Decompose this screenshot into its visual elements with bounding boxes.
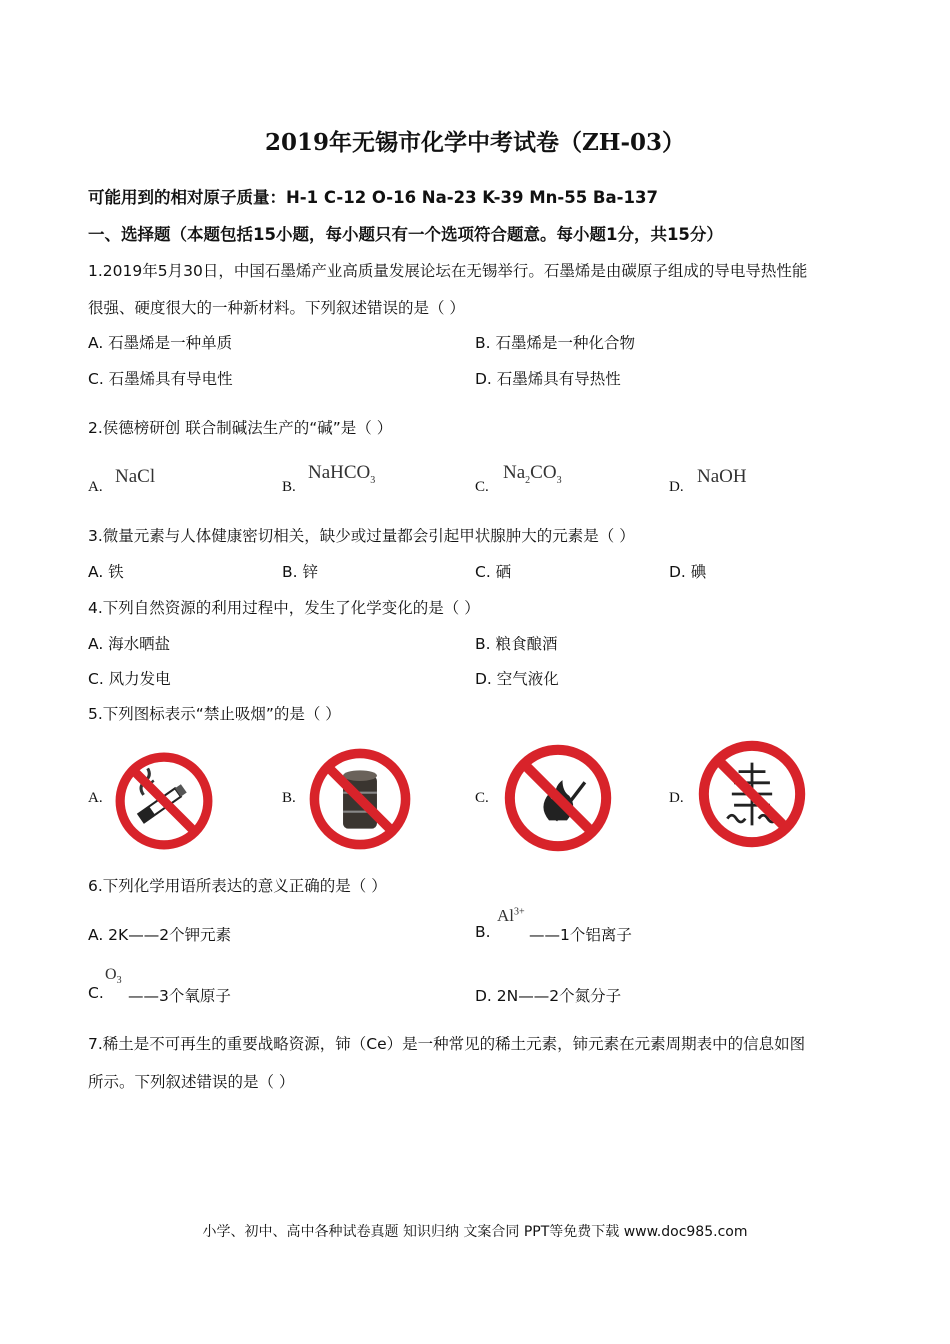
q6-option-b-text: ——1个铝离子 <box>529 926 632 944</box>
no-fireworks-icon <box>696 738 808 850</box>
q4-option-c: C. 风力发电 <box>88 670 171 688</box>
question-1-line2: 很强、硬度很大的一种新材料。下列叙述错误的是（ ） <box>88 299 465 317</box>
barrel-prohibition-icon <box>307 746 413 852</box>
question-2: 2.侯德榜研创 联合制碱法生产的“碱”是（ ） <box>88 419 393 437</box>
q1-option-d: D. 石墨烯具有导热性 <box>475 370 621 388</box>
question-1-line1: 1.2019年5月30日，中国石墨烯产业高质量发展论坛在无锡举行。石墨烯是由碳原子组成的导电导热性能 <box>88 262 808 280</box>
section-heading: 一、选择题（本题包括15小题，每小题只有一个选项符合题意。每小题1分，共15分） <box>88 225 723 244</box>
q2-option-c-letter: C. <box>475 479 489 495</box>
q3-option-b: B. 锌 <box>282 563 318 581</box>
q2-option-d-letter: D. <box>669 479 684 495</box>
atomic-masses: 可能用到的相对原子质量：H-1 C-12 O-16 Na-23 K-39 Mn-55 Ba-137 <box>88 188 658 207</box>
q6-option-c-letter: C. <box>88 984 104 1002</box>
no-open-flame-icon <box>502 742 614 854</box>
q3-option-c: C. 硒 <box>475 563 512 581</box>
q2-option-a-letter: A. <box>88 479 103 495</box>
q5-option-d-letter: D. <box>669 790 684 806</box>
no-smoking-icon <box>113 750 215 852</box>
q6-option-b-ion: $Al^{3+}$ <box>497 906 525 925</box>
page-footer: 小学、初中、高中各种试卷真题 知识归纳 文案合同 PPT等免费下载 www.doc985.com <box>202 1224 748 1240</box>
q4-option-a: A. 海水晒盐 <box>88 635 171 653</box>
question-4: 4.下列自然资源的利用过程中，发生了化学变化的是（ ） <box>88 599 480 617</box>
q1-option-c: C. 石墨烯具有导电性 <box>88 370 233 388</box>
q3-option-d: D. 碘 <box>669 563 707 581</box>
q5-option-c-letter: C. <box>475 790 489 806</box>
question-5: 5.下列图标表示“禁止吸烟”的是（ ） <box>88 705 341 723</box>
q6-option-a: A. 2K——2个钾元素 <box>88 926 232 944</box>
q6-option-b-letter: B. <box>475 923 491 941</box>
q4-option-d: D. 空气液化 <box>475 670 559 688</box>
q6-option-d: D. 2N——2个氮分子 <box>475 987 622 1005</box>
question-6: 6.下列化学用语所表达的意义正确的是（ ） <box>88 877 387 895</box>
q2-option-a-formula: NaCl <box>115 466 156 487</box>
q1-option-a: A. 石墨烯是一种单质 <box>88 334 233 352</box>
q6-option-c-formula: $O_3$ <box>105 966 122 987</box>
q1-option-b: B. 石墨烯是一种化合物 <box>475 334 635 352</box>
q5-option-a-letter: A. <box>88 790 103 806</box>
q2-option-b-letter: B. <box>282 479 296 495</box>
q2-option-c-formula: $Na_2CO_3$ <box>503 462 562 486</box>
question-7-line1: 7.稀土是不可再生的重要战略资源，铈（Ce）是一种常见的稀土元素，铈元素在元素周期表中的信息如图 <box>88 1035 806 1053</box>
q2-option-d-formula: NaOH <box>697 466 747 487</box>
question-7-line2: 所示。下列叙述错误的是（ ） <box>88 1073 295 1091</box>
question-3: 3.微量元素与人体健康密切相关，缺少或过量都会引起甲状腺肿大的元素是（ ） <box>88 527 635 545</box>
q4-option-b: B. 粮食酿酒 <box>475 635 558 653</box>
q5-option-b-letter: B. <box>282 790 296 806</box>
q6-option-c-text: ——3个氧原子 <box>128 987 231 1005</box>
page-title: 2019年无锡市化学中考试卷（ZH-03） <box>264 129 686 156</box>
q3-option-a: A. 铁 <box>88 563 124 581</box>
q2-option-b-formula: NaHCO$_3$ <box>308 462 376 486</box>
